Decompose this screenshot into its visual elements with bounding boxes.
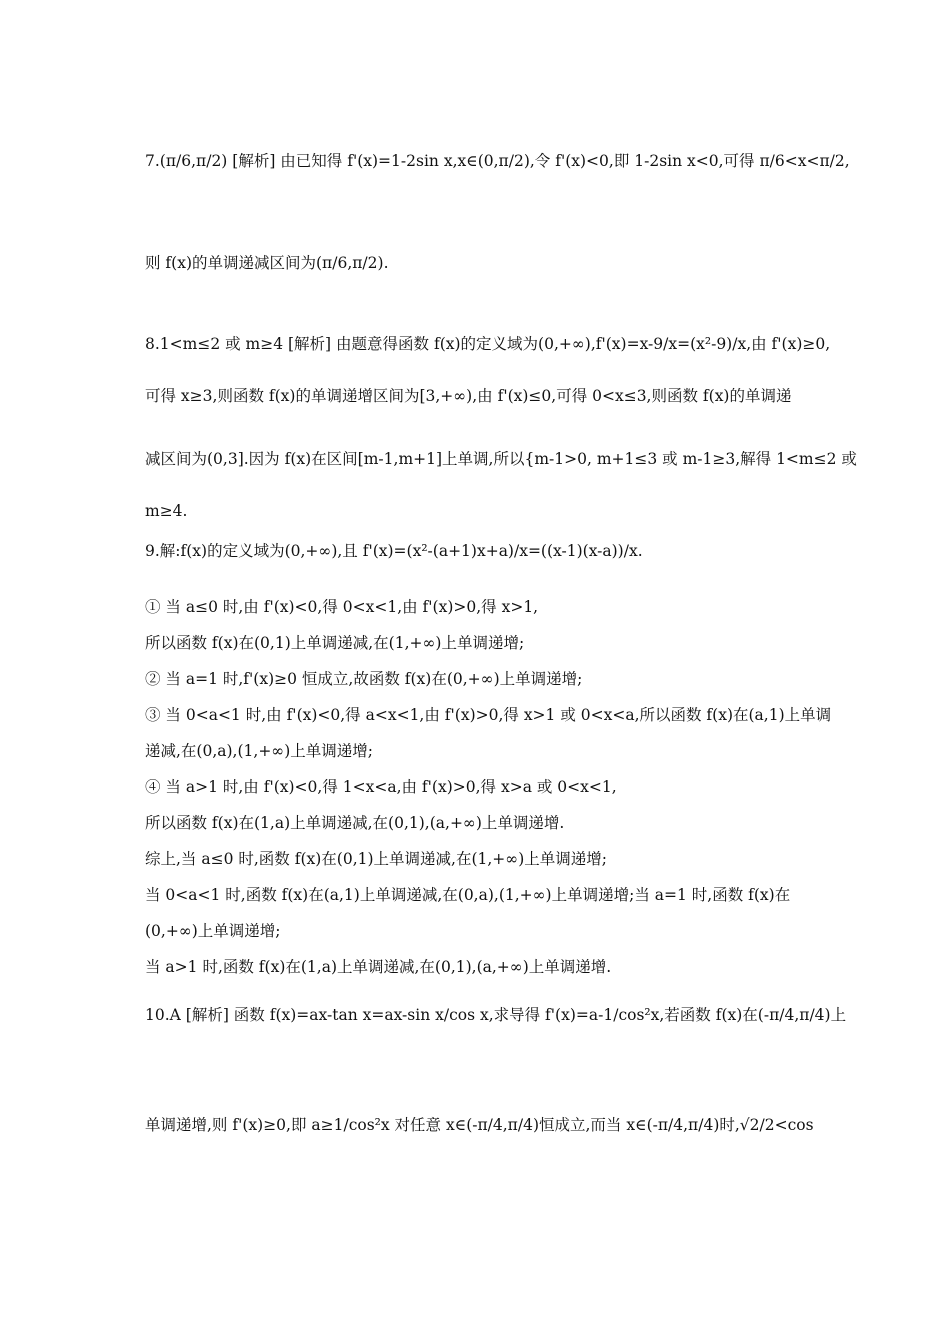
text-line: ④ 当 a>1 时,由 f'(x)<0,得 1<x<a,由 f'(x)>0,得 x>a 或 0<x<1, xyxy=(145,778,617,796)
text-line: 所以函数 f(x)在(1,a)上单调递减,在(0,1),(a,+∞)上单调递增. xyxy=(145,814,565,832)
text-line: ② 当 a=1 时,f'(x)≥0 恒成立,故函数 f(x)在(0,+∞)上单调递增; xyxy=(145,670,583,688)
text-line: m≥4. xyxy=(145,502,188,520)
text-line: 9.解:f(x)的定义域为(0,+∞),且 f'(x)=(x²-(a+1)x+a)/x=((x-1)(x-a))/x. xyxy=(145,542,643,560)
text-line: ① 当 a≤0 时,由 f'(x)<0,得 0<x<1,由 f'(x)>0,得 x>1, xyxy=(145,598,539,616)
text-line: 7.(π/6,π/2) [解析] 由已知得 f'(x)=1-2sin x,x∈(0,π/2),令 f'(x)<0,即 1-2sin x<0,可得 π/6<x<π/2, xyxy=(145,152,850,170)
text-line: (0,+∞)上单调递增; xyxy=(145,922,281,940)
text-line: 则 f(x)的单调递减区间为(π/6,π/2). xyxy=(145,254,389,272)
text-line: ③ 当 0<a<1 时,由 f'(x)<0,得 a<x<1,由 f'(x)>0,得 x>1 或 0<x<a,所以函数 f(x)在(a,1)上单调 xyxy=(145,706,832,724)
text-line: 所以函数 f(x)在(0,1)上单调递减,在(1,+∞)上单调递增; xyxy=(145,634,525,652)
text-line: 当 a>1 时,函数 f(x)在(1,a)上单调递减,在(0,1),(a,+∞)上单调递增. xyxy=(145,958,612,976)
text-line: 可得 x≥3,则函数 f(x)的单调递增区间为[3,+∞),由 f'(x)≤0,可得 0<x≤3,则函数 f(x)的单调递 xyxy=(145,387,792,405)
text-line: 综上,当 a≤0 时,函数 f(x)在(0,1)上单调递减,在(1,+∞)上单调递增; xyxy=(145,850,607,868)
text-line: 8.1<m≤2 或 m≥4 [解析] 由题意得函数 f(x)的定义域为(0,+∞),f'(x)=x-9/x=(x²-9)/x,由 f'(x)≥0, xyxy=(145,335,831,353)
text-line: 减区间为(0,3].因为 f(x)在区间[m-1,m+1]上单调,所以{m-1>0, m+1≤3 或 m-1≥3,解得 1<m≤2 或 xyxy=(145,450,857,468)
text-line: 单调递增,则 f'(x)≥0,即 a≥1/cos²x 对任意 x∈(-π/4,π/4)恒成立,而当 x∈(-π/4,π/4)时,√2/2<cos xyxy=(145,1116,814,1134)
text-line: 当 0<a<1 时,函数 f(x)在(a,1)上单调递减,在(0,a),(1,+∞)上单调递增;当 a=1 时,函数 f(x)在 xyxy=(145,886,791,904)
text-line: 递减,在(0,a),(1,+∞)上单调递增; xyxy=(145,742,373,760)
text-line: 10.A [解析] 函数 f(x)=ax-tan x=ax-sin x/cos x,求导得 f'(x)=a-1/cos²x,若函数 f(x)在(-π/4,π/4)上 xyxy=(145,1006,847,1024)
